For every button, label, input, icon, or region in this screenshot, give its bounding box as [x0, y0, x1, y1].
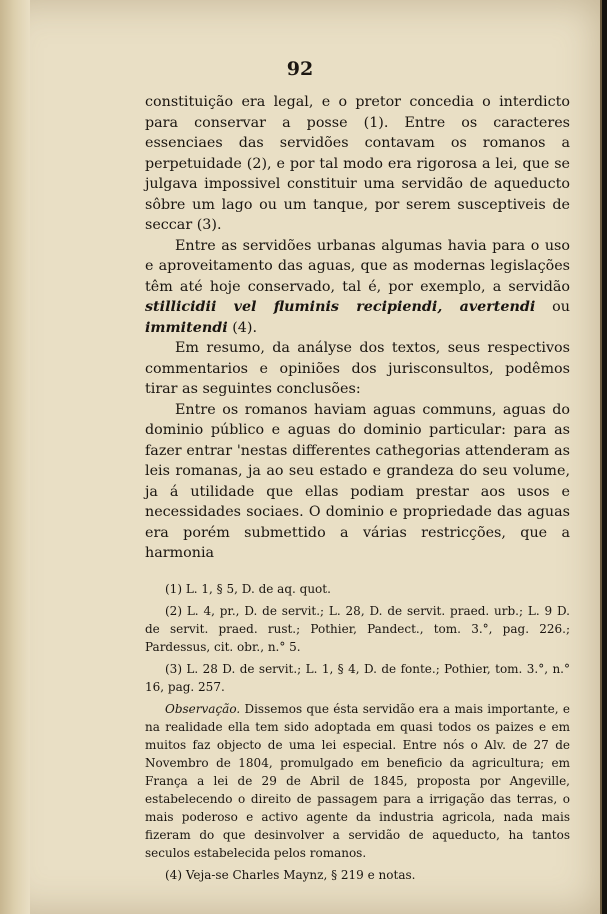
footnote-3: (3) L. 28 D. de servit.; L. 1, § 4, D. de fonte.; Pothier, tom. 3.°, n.° 16, pag. 257. [145, 661, 570, 694]
observation-text: Dissemos que ésta servidão era a mais importante, e na realidade ella tem sido adoptada em quasi todos os paizes e em muitos faz objecto de uma lei especial. Entre nós o Alv. de 27 de Novembro de 1804, promulgado em beneficio da agricultura; em França a lei de 29 de Abril de 1845, proposta por Angeville, estabelecendo o direito de passagem para a irrigação das terras, o mais poderoso e activo agente da industria agricola, nada mais fizeram do que desinvolver a servidão de aqueducto, ha tantos seculos estabelecida pelos romanos. [145, 701, 570, 860]
paragraph-1: constituição era legal, e o pretor concedia o interdicto para conservar a posse (1). Entre os caracteres essenciaes das servidões contavam os romanos a perpetuidade (2), e por tal modo era rigorosa a lei, que se julgava impossivel constituir uma servidão de aqueducto sôbre um lago ou um tanque, por serem susceptiveis de seccar (3). [145, 94, 570, 233]
paragraph-2 [145, 236, 570, 339]
footnote-separator [145, 564, 570, 580]
observation-label: Observação. [165, 701, 241, 716]
footnote-ref-4: (4). [232, 319, 257, 336]
footnote-2: (2) L. 4, pr., D. de servit.; L. 28, D. de servit. praed. urb.; L. 9 D. de servit. praed. rust.; Pothier, Pandect., tom. 3.°, pag. 226.; Pardessus, cit. obr., n.° 5. [145, 603, 570, 654]
main-text [145, 92, 570, 888]
paragraph-2-conj: ou [552, 299, 570, 315]
footnote-1: (1) L. 1, § 5, D. de aq. quot. [165, 581, 331, 596]
latin-phrase: stillicidii vel fluminis recipiendi, avertendi [145, 299, 536, 315]
paragraph-4: Entre os romanos haviam aguas communs, aguas do dominio público e aguas do dominio particular: para as fazer entrar 'nestas differentes cathegorias attenderam as leis romanas, ja ao seu estado e grandeza do seu volume, ja á utilidade que ellas podiam prestar aos usos e necessidades sociaes. O dominio e propriedade das aguas era porém submettido a várias restricções, que a harmonia [145, 401, 570, 561]
paragraph-2-text: Entre as servidões urbanas algumas havia para o uso e aproveitamento das aguas, que as modernas legislações têm até hoje conservado, tal é, por exemplo, a servidão [145, 237, 570, 295]
footnote-observation [145, 700, 570, 862]
paragraph-3: Em resumo, da anályse dos textos, seus respectivos commentarios e opiniões dos jurisconsultos, podêmos tirar as seguintes conclusões: [145, 340, 570, 397]
footnote-4: (4) Veja-se Charles Maynz, § 219 e notas. [165, 867, 416, 882]
page-spine-shadow [0, 0, 30, 914]
latin-phrase-2: immitendi [145, 319, 228, 336]
page-number: 92 [286, 58, 314, 80]
